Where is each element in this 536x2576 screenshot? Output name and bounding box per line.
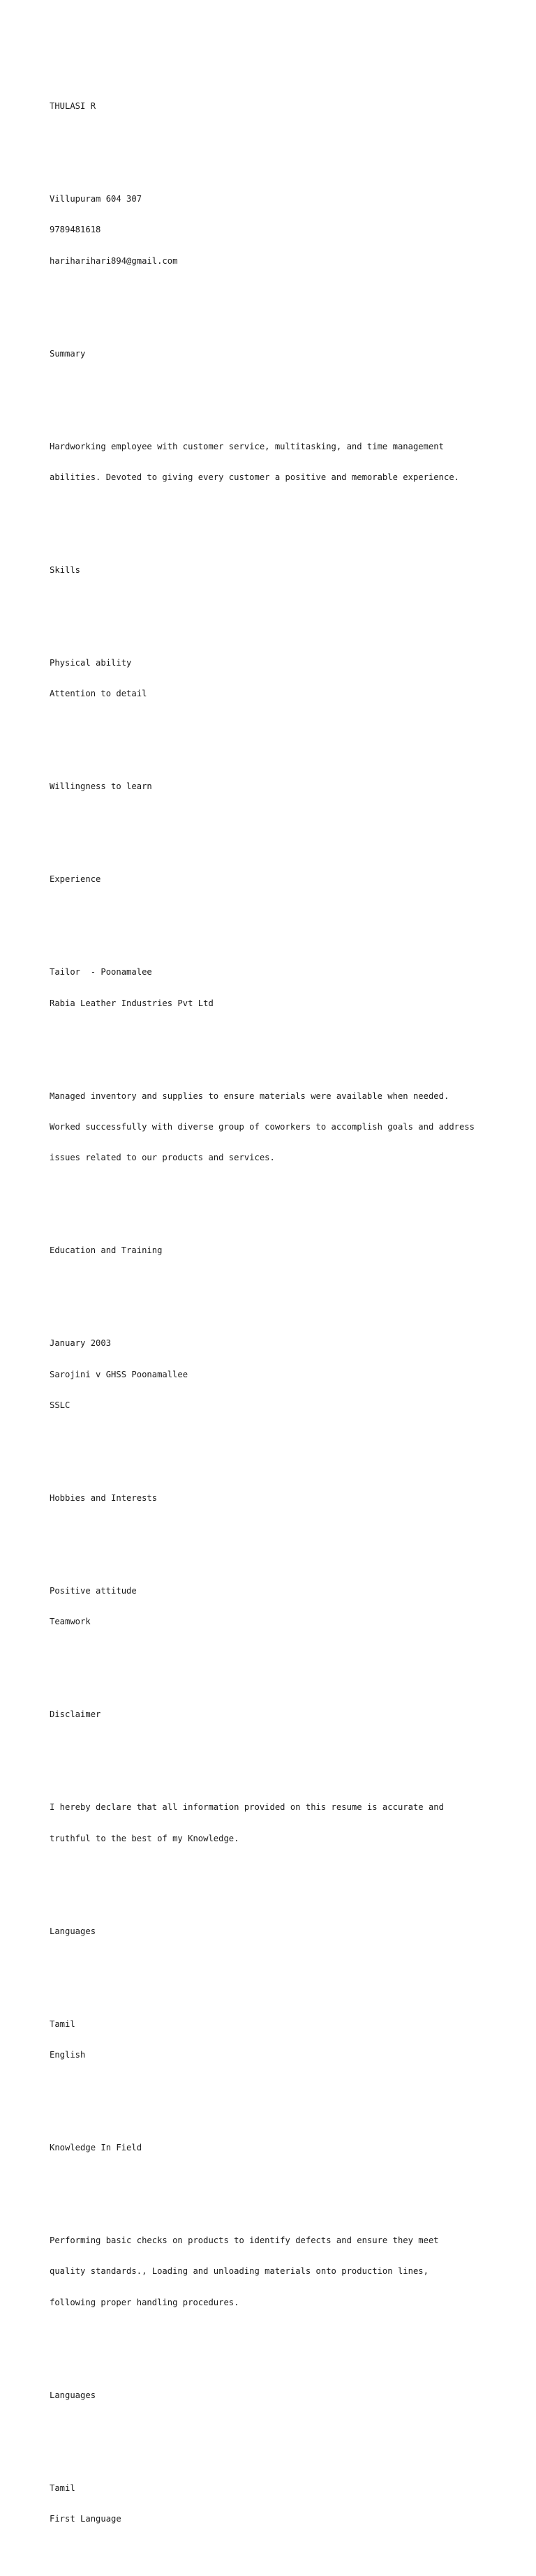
skill-item: Physical ability [50,658,132,668]
knowledge-line: following proper handling procedures. [50,2297,239,2307]
experience-line: Worked successfully with diverse group of coworkers to accomplish goals and address [50,1122,475,1132]
address: Villupuram 604 307 [50,193,142,204]
knowledge-heading: Knowledge In Field [50,2143,142,2153]
language-item: First Language [50,2514,121,2524]
education-entry [50,1318,510,1432]
experience-description [50,1070,510,1184]
email: harihariharі894@gmail.com [50,255,178,266]
knowledge-body [50,2215,510,2328]
languages-heading: Languages [50,1926,96,1936]
school-name: Sarojini v GHSS Poonamallee [50,1369,188,1379]
summary-line: abilities. Devoted to giving every customer a positive and memorable experience. [50,472,459,483]
knowledge-line: quality standards., Loading and unloading materials onto production lines, [50,2266,429,2277]
knowledge-heading-block [50,2122,510,2174]
education-heading: Education and Training [50,1245,163,1256]
knowledge-line: Performing basic checks on products to identify defects and ensure they meet [50,2236,439,2246]
job-title: Tailor - Poonamalee [50,967,152,978]
disclaimer-heading: Disclaimer [50,1709,101,1720]
contact-block [50,173,510,287]
hobbies-heading: Hobbies and Interests [50,1493,158,1504]
resume-document [50,50,510,2576]
skills-heading-block [50,544,510,596]
qualification: SSLC [50,1400,70,1411]
hobby-item: Positive attitude [50,1586,137,1596]
disclaimer-line: truthful to the best of my Knowledge. [50,1833,239,1843]
skills-heading: Skills [50,565,81,576]
experience-role-block [50,947,510,1029]
education-date: January 2003 [50,1338,112,1349]
skills-group-1 [50,637,510,719]
company-name: Rabia Leather Industries Pvt Ltd [50,998,214,1008]
summary-line: Hardworking employee with customer service, multitasking, and time management [50,441,444,451]
experience-heading: Experience [50,874,101,885]
candidate-name: THULASI R [50,100,96,111]
skills-group-2 [50,761,510,813]
education-heading-block [50,1225,510,1277]
hobbies-list [50,1566,510,1648]
hobby-item: Teamwork [50,1617,91,1627]
summary-body [50,421,510,503]
phone: 9789481618 [50,225,101,235]
disclaimer-body [50,1782,510,1864]
disclaimer-heading-block [50,1689,510,1741]
summary-heading: Summary [50,348,86,359]
skill-item: Attention to detail [50,689,147,699]
language-item: Tamil [50,2483,75,2493]
languages-heading-block-2 [50,2369,510,2421]
languages-heading-block [50,1905,510,1957]
hobbies-heading-block [50,1473,510,1525]
language-item: Tamil [50,2019,75,2029]
experience-line: issues related to our products and services. [50,1153,275,1163]
disclaimer-line: I hereby declare that all information provided on this resume is accurate and [50,1802,444,1813]
experience-heading-block [50,854,510,906]
languages-list [50,1998,510,2081]
experience-line: Managed inventory and supplies to ensure materials were available when needed. [50,1091,449,1101]
languages-list-2 [50,2462,510,2545]
skill-item: Willingness to learn [50,781,152,792]
language-item: English [50,2050,86,2060]
languages-heading: Languages [50,2390,96,2400]
summary-heading-block [50,328,510,380]
name-block [50,80,510,132]
